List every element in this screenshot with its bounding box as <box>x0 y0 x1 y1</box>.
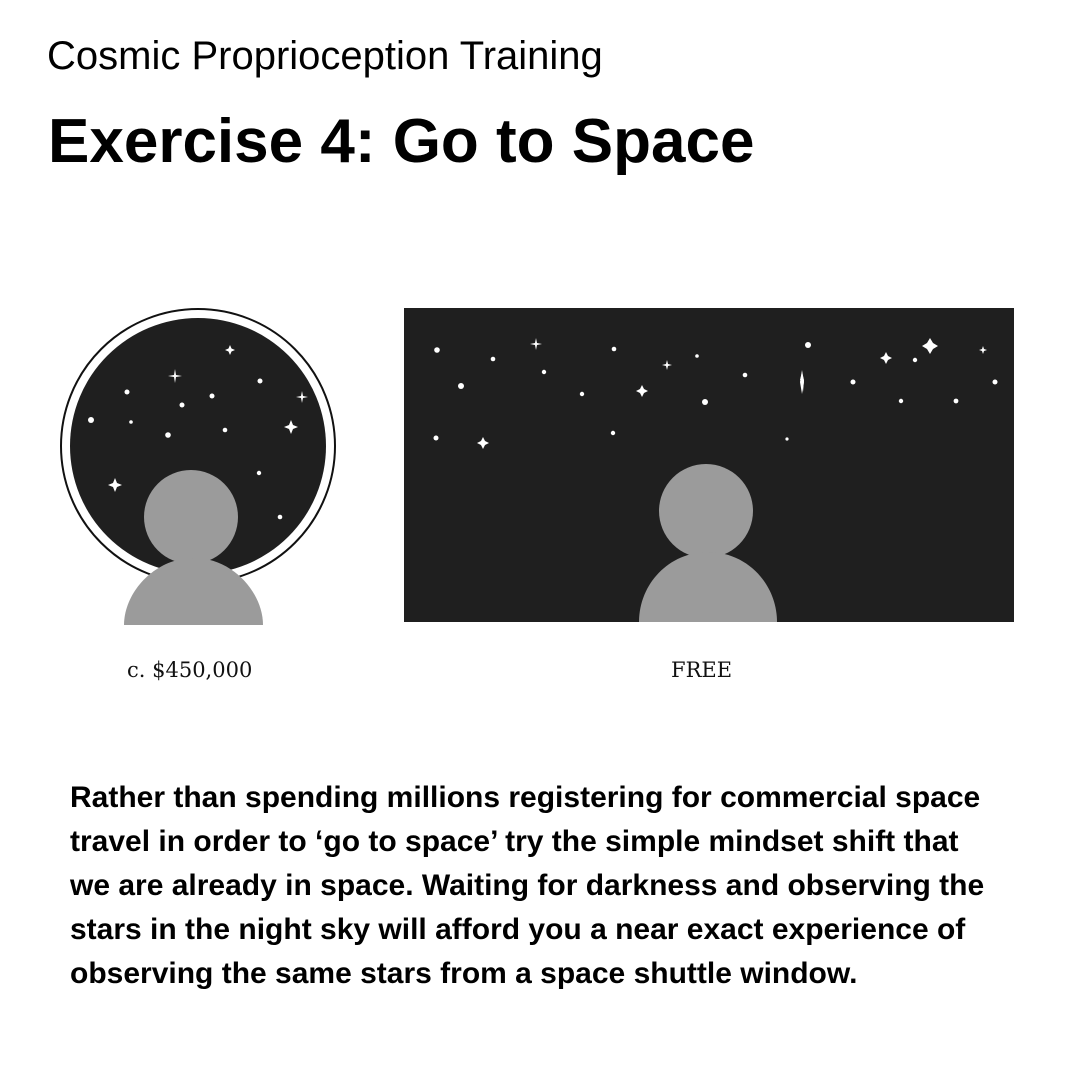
star-icon <box>257 471 261 475</box>
star-icon <box>913 358 917 362</box>
star-icon <box>88 417 94 423</box>
series-title: Cosmic Proprioception Training <box>47 34 603 78</box>
star-icon <box>278 515 283 520</box>
price-caption-porthole: c. $450,000 <box>127 658 253 682</box>
star-icon <box>542 370 546 374</box>
star-icon <box>434 347 440 353</box>
star-icon <box>491 357 496 362</box>
star-icon <box>611 431 615 435</box>
price-caption-night-sky: FREE <box>671 658 733 682</box>
star-icon <box>125 390 130 395</box>
star-icon <box>180 403 185 408</box>
star-icon <box>458 383 464 389</box>
star-icon <box>702 399 708 405</box>
star-icon <box>434 436 439 441</box>
person-head <box>659 464 753 558</box>
star-icon <box>580 392 584 396</box>
star-icon <box>785 437 788 440</box>
star-icon <box>165 432 171 438</box>
star-icon <box>695 354 699 358</box>
page-title: Exercise 4: Go to Space <box>48 107 755 176</box>
star-icon <box>899 399 903 403</box>
night-sky-illustration <box>404 308 1014 622</box>
star-icon <box>805 342 811 348</box>
star-icon <box>129 420 133 424</box>
star-icon <box>954 399 959 404</box>
star-icon <box>223 428 228 433</box>
porthole-illustration <box>60 308 340 628</box>
star-icon <box>210 394 215 399</box>
person-head <box>144 470 238 564</box>
star-icon <box>743 373 748 378</box>
exercise-description: Rather than spending millions registering for commercial space travel in order to ‘go to space’ try the simple mindset shift that we are already in space. Waiting for darkness and observing the stars in the night sky will afford you a near exact experience of observing the same stars from a space shuttle window. <box>70 781 985 990</box>
star-icon <box>612 347 617 352</box>
star-icon <box>851 380 856 385</box>
star-icon <box>993 380 998 385</box>
star-icon <box>258 379 263 384</box>
